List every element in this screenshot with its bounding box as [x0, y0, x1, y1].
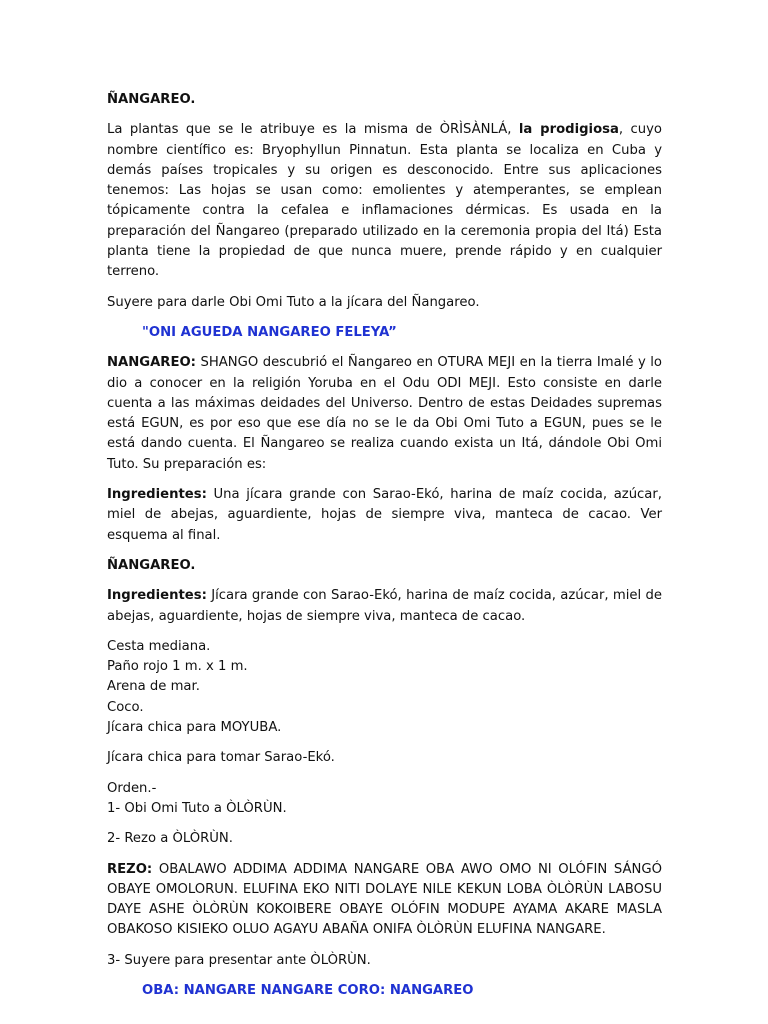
paragraph-text: OBALAWO ADDIMA ADDIMA NANGARE OBA AWO OMO NI OLÓFIN SÁNGÓ OBAYE OMOLORUN. ELUFINA EKO NITI DOLAYE NILE KEKUN LOBA ÒLÒRÙN LABOSU DAYE ASHE ÒLÒRÙN KOKOIBERE OBAYE OLÓFIN MODUPE AYAMA AKARE MASLA OBAKOSO KISIEKO OLUO AGAYU ABAÑA ONIFA ÒLÒRÙN ELUFINA NANGARE.	[107, 861, 662, 938]
highlight-chant-2: OBA: NANGARE NANGARE CORO: NANGAREO	[142, 982, 474, 998]
paragraph-text: SHANGO descubrió el Ñangareo en OTURA MEJI en la tierra Imalé y lo dio a conocer en la religión Yoruba en el Odu ODI MEJI. Esto consiste en darle cuenta a las máximas deidades del Universo. Dentro de estas Deidades supremas está EGUN, es por eso que ese día no se le da Obi Omi Tuto a EGUN, pues se le está dando cuenta. El Ñangareo se realiza cuando exista un Itá, dándole Obi Omi Tuto. Su preparación es:	[107, 355, 662, 472]
paragraph-text: La plantas que se le atribuye es la misma de ÒRÌSÀNLÁ,	[107, 122, 519, 138]
order-block	[107, 779, 662, 820]
list-item: Cesta mediana.	[107, 638, 211, 654]
paragraph-nangareo-origin	[107, 353, 662, 475]
paragraph-text: , cuyo nombre científico es: Bryophyllun Pinnatun. Esta planta se localiza en Cuba y demás países tropicales y su origen es desconocido. Entre sus aplicaciones tenemos: Las hojas se usan como: emolientes y atemperantes, se emplean tópicamente contra la cefalea e inflamaciones dérmicas. Es usada en la preparación del Ñangareo (preparado utilizado en la ceremonia propia del Itá) Esta planta tiene la propiedad de que nunca muere, prende rápido y en cualquier terreno.	[107, 122, 662, 280]
paragraph-label: REZO:	[107, 861, 153, 877]
document-page	[107, 90, 662, 1001]
list-item: Jícara chica para MOYUBA.	[107, 720, 282, 736]
paragraph-rezo	[107, 860, 662, 941]
order-step-3: 3- Suyere para presentar ante ÒLÒRÙN.	[107, 952, 371, 968]
paragraph-label: NANGAREO:	[107, 355, 196, 371]
order-step-1: 1- Obi Omi Tuto a ÒLÒRÙN.	[107, 800, 287, 816]
paragraph-label: Ingredientes:	[107, 588, 207, 604]
paragraph-text: Una jícara grande con Sarao-Ekó, harina de maíz cocida, azúcar, miel de abejas, aguardiente, hojas de siempre viva, manteca de cacao. Ver esquema al final.	[107, 487, 662, 543]
list-item: Paño rojo 1 m. x 1 m.	[107, 659, 248, 675]
emphasis-text: la prodigiosa	[518, 122, 619, 138]
order-step-2: 2- Rezo a ÒLÒRÙN.	[107, 831, 233, 847]
paragraph-jicara: Jícara chica para tomar Sarao-Ekó.	[107, 750, 335, 766]
paragraph-ingredients-2	[107, 586, 662, 627]
materials-list	[107, 637, 662, 738]
list-item: Coco.	[107, 699, 144, 715]
paragraph-text: Jícara grande con Sarao-Ekó, harina de maíz cocida, azúcar, miel de abejas, aguardiente, hojas de siempre viva, manteca de cacao.	[107, 588, 662, 624]
list-item: Arena de mar.	[107, 679, 200, 695]
paragraph-plant-description	[107, 120, 662, 282]
section-heading-nangareo: ÑANGAREO.	[107, 92, 196, 107]
order-heading: Orden.-	[107, 780, 157, 796]
highlight-chant-1: "ONI AGUEDA NANGAREO FELEYA”	[142, 324, 397, 340]
paragraph-suyere: Suyere para darle Obi Omi Tuto a la jícara del Ñangareo.	[107, 294, 480, 310]
section-heading-nangareo-2: ÑANGAREO.	[107, 557, 196, 573]
paragraph-ingredients-1	[107, 485, 662, 546]
paragraph-label: Ingredientes:	[107, 487, 207, 503]
